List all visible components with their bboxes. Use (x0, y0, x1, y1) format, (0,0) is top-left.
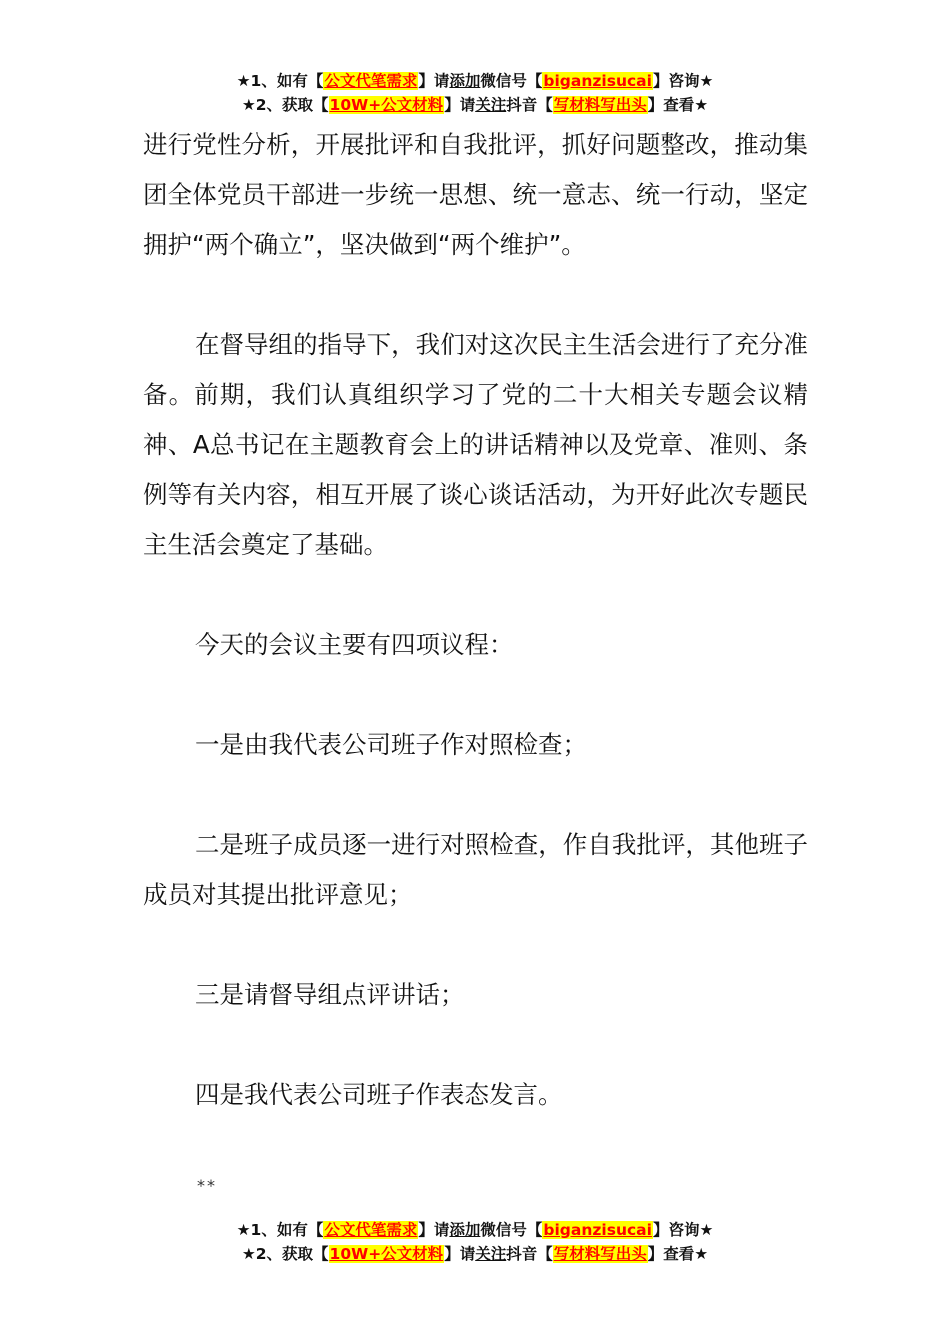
highlight-douyin-account: 写材料写出头 (553, 1245, 647, 1263)
banner-text: 】咨询★ (652, 72, 714, 90)
paragraph-spacer (143, 670, 808, 720)
banner-line-1 (0, 69, 950, 93)
paragraph-spacer (143, 570, 808, 620)
banner-text: 】请 (444, 1245, 476, 1263)
banner-text: 】请 (418, 72, 450, 90)
banner-text: 】查看★ (647, 1245, 709, 1263)
highlight-wechat-id: biganzisucai (543, 1221, 652, 1239)
header-banner (0, 69, 950, 117)
paragraph-spacer (143, 920, 808, 970)
agenda-item: 二是班子成员逐一进行对照检查，作自我批评，其他班子成员对其提出批评意见； (143, 830, 808, 909)
underlined-text: 添加 (449, 72, 481, 90)
banner-text: 微信号【 (480, 72, 543, 90)
banner-text: 】请 (418, 1221, 450, 1239)
paragraph: 今天的会议主要有四项议程： (195, 630, 514, 659)
highlight-materials: 10W+公文材料 (329, 96, 444, 114)
underlined-text: 关注 (475, 96, 507, 114)
underlined-text: 关注 (475, 1245, 507, 1263)
document-body (143, 120, 808, 1120)
highlight-service: 公文代笔需求 (324, 72, 418, 90)
highlight-wechat-id: biganzisucai (543, 72, 652, 90)
paragraph: 在督导组的指导下，我们对这次民主生活会进行了充分准备。前期，我们认真组织学习了党的二十大相关专题会议精神、A总书记在主题教育会上的讲话精神以及党章、准则、条例等有关内容，相互开展了谈心谈话活动，为开好此次专题民主生活会奠定了基础。 (143, 330, 808, 559)
agenda-item: 四是我代表公司班子作表态发言。 (195, 1080, 563, 1109)
paragraph-spacer (143, 770, 808, 820)
banner-text: ★2、获取【 (241, 96, 329, 114)
underlined-text: 添加 (449, 1221, 481, 1239)
banner-text: 】咨询★ (652, 1221, 714, 1239)
paragraph-spacer (143, 1020, 808, 1070)
highlight-douyin-account: 写材料写出头 (553, 96, 647, 114)
agenda-item: 一是由我代表公司班子作对照检查； (195, 730, 587, 759)
banner-text: 抖音【 (506, 96, 553, 114)
banner-text: 抖音【 (506, 1245, 553, 1263)
end-mark: ** (197, 1176, 217, 1195)
banner-text: ★1、如有【 (236, 1221, 324, 1239)
banner-line-2 (0, 1242, 950, 1266)
footer-banner (0, 1218, 950, 1266)
paragraph-spacer (143, 270, 808, 320)
banner-text: 】请 (444, 96, 476, 114)
banner-line-2 (0, 93, 950, 117)
highlight-service: 公文代笔需求 (324, 1221, 418, 1239)
banner-text: ★2、获取【 (241, 1245, 329, 1263)
banner-text: 】查看★ (647, 96, 709, 114)
highlight-materials: 10W+公文材料 (329, 1245, 444, 1263)
banner-text: 微信号【 (480, 1221, 543, 1239)
banner-line-1 (0, 1218, 950, 1242)
paragraph: 进行党性分析，开展批评和自我批评，抓好问题整改，推动集团全体党员干部进一步统一思想、统一意志、统一行动，坚定拥护“两个确立”，坚决做到“两个维护”。 (143, 130, 808, 259)
agenda-item: 三是请督导组点评讲话； (195, 980, 465, 1009)
banner-text: ★1、如有【 (236, 72, 324, 90)
